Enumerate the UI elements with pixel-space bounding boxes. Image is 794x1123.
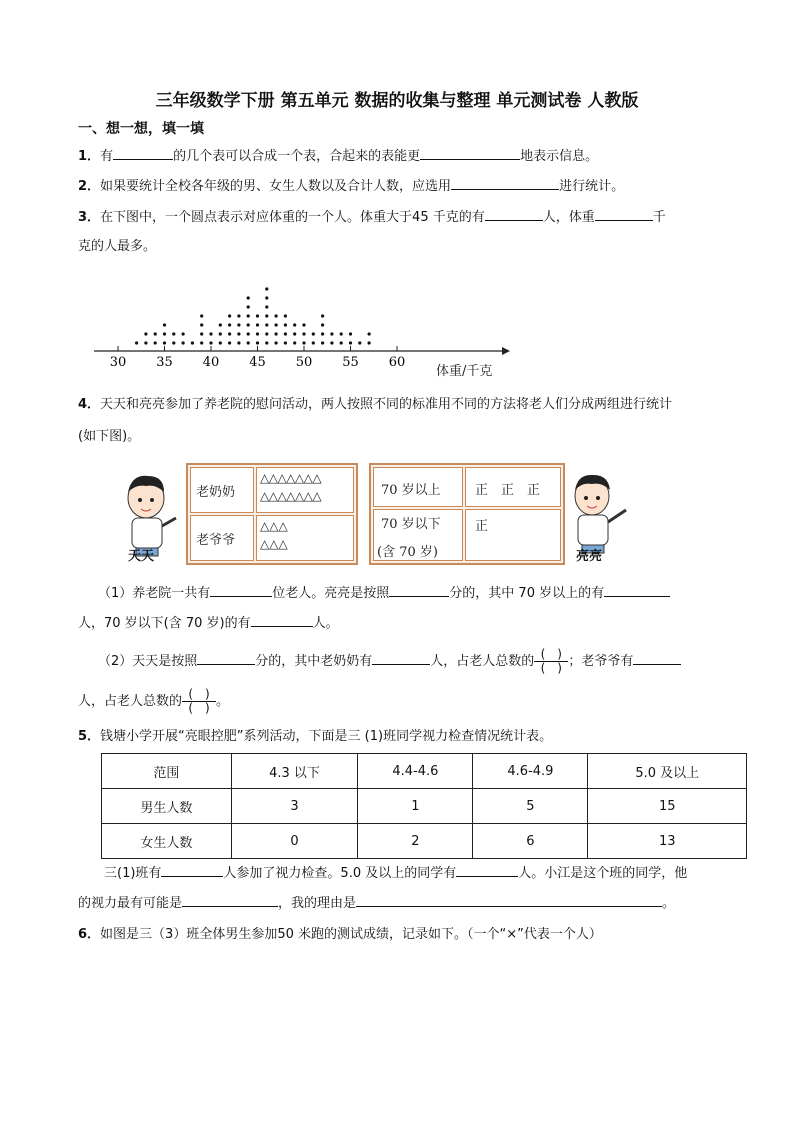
tick-label: 30: [109, 355, 127, 370]
plot-dot: [219, 341, 222, 344]
plot-dot: [349, 332, 352, 335]
plot-dot: [265, 305, 268, 308]
plot-dot: [237, 341, 240, 344]
table-cell: 5: [473, 789, 588, 824]
plot-dot: [265, 314, 268, 317]
plot-dot: [312, 341, 315, 344]
answer-blank[interactable]: [251, 613, 313, 627]
plot-dot: [312, 332, 315, 335]
plot-dot: [228, 341, 231, 344]
question-4-2-cont: 人，占老人总数的 $\frac{( )}{( )}$ 。: [78, 687, 230, 715]
plot-dot: [256, 323, 259, 326]
axis-label: 体重/千克: [436, 364, 493, 379]
plot-dot: [228, 323, 231, 326]
plot-dot: [172, 341, 175, 344]
grandpa-marks-1: △△△: [260, 519, 288, 533]
plot-dot: [247, 305, 250, 308]
answer-blank[interactable]: [161, 863, 223, 877]
liangliang-name: 亮亮: [576, 549, 603, 564]
table-cell: 15: [588, 789, 747, 824]
tick-label: 55: [342, 355, 359, 370]
vision-statistics-table: [101, 753, 747, 859]
plot-dot: [265, 341, 268, 344]
tick-label: 60: [388, 355, 406, 370]
row-label-grandpa: 老爷爷: [196, 533, 236, 548]
answer-blank[interactable]: [604, 583, 670, 597]
plot-dot: [200, 323, 203, 326]
plot-dot: [144, 341, 147, 344]
answer-blank[interactable]: [451, 176, 559, 190]
answer-blank[interactable]: [633, 651, 681, 665]
plot-dot: [247, 341, 250, 344]
table-header: 5.0 及以上: [588, 754, 747, 789]
row-label-under-70-note: (含 70 岁): [377, 545, 438, 560]
question-6: 6．如图是三（3）班全体男生参加50 米跑的测试成绩，记录如下。（一个“×”代表一个人）: [78, 927, 602, 942]
answer-blank[interactable]: [210, 583, 272, 597]
question-3-cont: 克的人最多。: [78, 239, 157, 254]
plot-dot: [144, 332, 147, 335]
plot-dot: [182, 332, 185, 335]
plot-dot: [321, 314, 324, 317]
table-cell: 3: [231, 789, 358, 824]
question-4-cont: (如下图)。: [78, 429, 141, 444]
plot-dot: [302, 341, 305, 344]
plot-dot: [284, 314, 287, 317]
plot-dot: [228, 314, 231, 317]
question-4-1: （1）养老院一共有 位老人。亮亮是按照 分的，其中 70 岁以上的有: [98, 583, 670, 603]
plot-dot: [237, 332, 240, 335]
answer-blank[interactable]: [389, 583, 449, 597]
plot-dot: [284, 323, 287, 326]
table-row: [102, 824, 747, 859]
answer-blank[interactable]: [113, 146, 173, 160]
plot-dot: [321, 323, 324, 326]
question-4-1-cont: 人，70 岁以下(含 70 岁)的有 人。: [78, 613, 339, 633]
plot-dot: [321, 332, 324, 335]
fraction-blank[interactable]: $\frac{( )}{( )}$: [534, 648, 568, 675]
table-cell: 男生人数: [102, 789, 232, 824]
answer-blank[interactable]: [182, 893, 278, 907]
plot-dot: [135, 341, 138, 344]
plot-dot: [358, 341, 361, 344]
fraction-blank[interactable]: $\frac{( )}{( )}$: [182, 688, 216, 715]
table-header-row: [102, 754, 747, 789]
table-cell: 0: [231, 824, 358, 859]
table-cell: 2: [358, 824, 473, 859]
tick-label: 45: [249, 355, 266, 370]
grandpa-marks-2: △△△: [260, 537, 288, 551]
plot-dot: [302, 323, 305, 326]
plot-dot: [237, 314, 240, 317]
plot-dot: [191, 341, 194, 344]
plot-dot: [172, 332, 175, 335]
plot-dot: [154, 332, 157, 335]
plot-dot: [200, 314, 203, 317]
answer-blank[interactable]: [356, 893, 662, 907]
tick-label: 50: [295, 355, 313, 370]
plot-dot: [154, 341, 157, 344]
plot-dot: [340, 341, 343, 344]
plot-dot: [163, 341, 166, 344]
table-row: [102, 789, 747, 824]
plot-dot: [247, 323, 250, 326]
plot-dot: [275, 323, 278, 326]
row-label-grandma: 老奶奶: [196, 485, 236, 500]
plot-dot: [256, 332, 259, 335]
question-4: 4．天天和亮亮参加了养老院的慰问活动，两人按照不同的标准用不同的方法将老人们分成两组进行统计: [78, 397, 673, 412]
question-4-2: （2）天天是按照 分的，其中老奶奶有 人，占老人总数的 $\frac{( )}{( )}$ ；老爷爷有: [98, 648, 681, 675]
plot-dot: [275, 314, 278, 317]
answer-blank[interactable]: [485, 207, 543, 221]
plot-dot: [349, 341, 352, 344]
plot-dot: [247, 314, 250, 317]
plot-dot: [368, 332, 371, 335]
liangliang-tally-table: [369, 463, 565, 565]
plot-dot: [237, 323, 240, 326]
axis-arrow: [502, 347, 510, 355]
tiantian-name: 天天: [128, 549, 155, 564]
plot-dot: [219, 323, 222, 326]
answer-blank[interactable]: [595, 207, 653, 221]
plot-dot: [293, 341, 296, 344]
plot-dot: [265, 287, 268, 290]
answer-blank[interactable]: [420, 146, 520, 160]
grandma-marks-1: △△△△△△△: [260, 471, 322, 485]
table-cell: 1: [358, 789, 473, 824]
plot-dot: [340, 332, 343, 335]
plot-dot: [163, 332, 166, 335]
plot-dot: [209, 332, 212, 335]
plot-dot: [163, 323, 166, 326]
question-1: 1．有 的几个表可以合成一个表，合起来的表能更 地表示信息。: [78, 146, 598, 166]
plot-dot: [293, 323, 296, 326]
question-3: 3．在下图中，一个圆点表示对应体重的一个人。体重大于45 千克的有 人，体重 千: [78, 207, 666, 227]
table-cell: 女生人数: [102, 824, 232, 859]
answer-blank[interactable]: [372, 651, 430, 665]
grandma-marks-2: △△△△△△△: [260, 489, 322, 503]
plot-dot: [284, 332, 287, 335]
plot-dot: [330, 332, 333, 335]
table-header: 4.6-4.9: [473, 754, 588, 789]
plot-dot: [256, 314, 259, 317]
table-cell: 6: [473, 824, 588, 859]
page-title: 三年级数学下册 第五单元 数据的收集与整理 单元测试卷 人教版: [155, 91, 639, 111]
weight-dot-plot: [90, 262, 510, 382]
table-header: 4.3 以下: [231, 754, 358, 789]
plot-dot: [275, 341, 278, 344]
plot-dot: [265, 323, 268, 326]
plot-dot: [247, 332, 250, 335]
plot-dot: [228, 332, 231, 335]
table-header: 范围: [102, 754, 232, 789]
tick-label: 40: [202, 355, 220, 370]
tiantian-tally-table: [186, 463, 358, 565]
plot-dot: [302, 332, 305, 335]
plot-dot: [293, 332, 296, 335]
answer-blank[interactable]: [197, 651, 255, 665]
plot-dot: [368, 341, 371, 344]
over-70-tally: 正 正 正: [475, 483, 541, 498]
section-heading: 一、想一想，填一填: [78, 121, 204, 137]
plot-dot: [265, 296, 268, 299]
table-header: 4.4-4.6: [358, 754, 473, 789]
plot-dot: [256, 341, 259, 344]
plot-dot: [200, 341, 203, 344]
answer-blank[interactable]: [456, 863, 518, 877]
ticks: [110, 346, 406, 370]
plot-dot: [275, 332, 278, 335]
dots: [135, 287, 371, 344]
tick-label: 35: [156, 355, 173, 370]
plot-dot: [284, 341, 287, 344]
plot-dot: [209, 341, 212, 344]
row-label-over-70: 70 岁以上: [381, 483, 441, 498]
plot-dot: [330, 341, 333, 344]
under-70-tally: 正: [475, 519, 489, 534]
plot-dot: [321, 341, 324, 344]
question-2: 2．如果要统计全校各年级的男、女生人数以及合计人数，应选用 进行统计。: [78, 176, 624, 196]
question-5-text-cont: 的视力最有可能是 ，我的理由是 。: [78, 893, 675, 913]
table-cell: 13: [588, 824, 747, 859]
plot-dot: [265, 332, 268, 335]
row-label-under-70: 70 岁以下: [381, 517, 441, 532]
plot-dot: [247, 296, 250, 299]
plot-dot: [182, 341, 185, 344]
plot-dot: [219, 332, 222, 335]
plot-dot: [200, 332, 203, 335]
question-5: 5．钱塘小学开展“亮眼控肥”系列活动，下面是三 (1)班同学视力检查情况统计表。: [78, 729, 553, 744]
question-5-text: 三(1)班有 人参加了视力检查。5.0 及以上的同学有 人。小江是这个班的同学，他: [104, 863, 687, 883]
